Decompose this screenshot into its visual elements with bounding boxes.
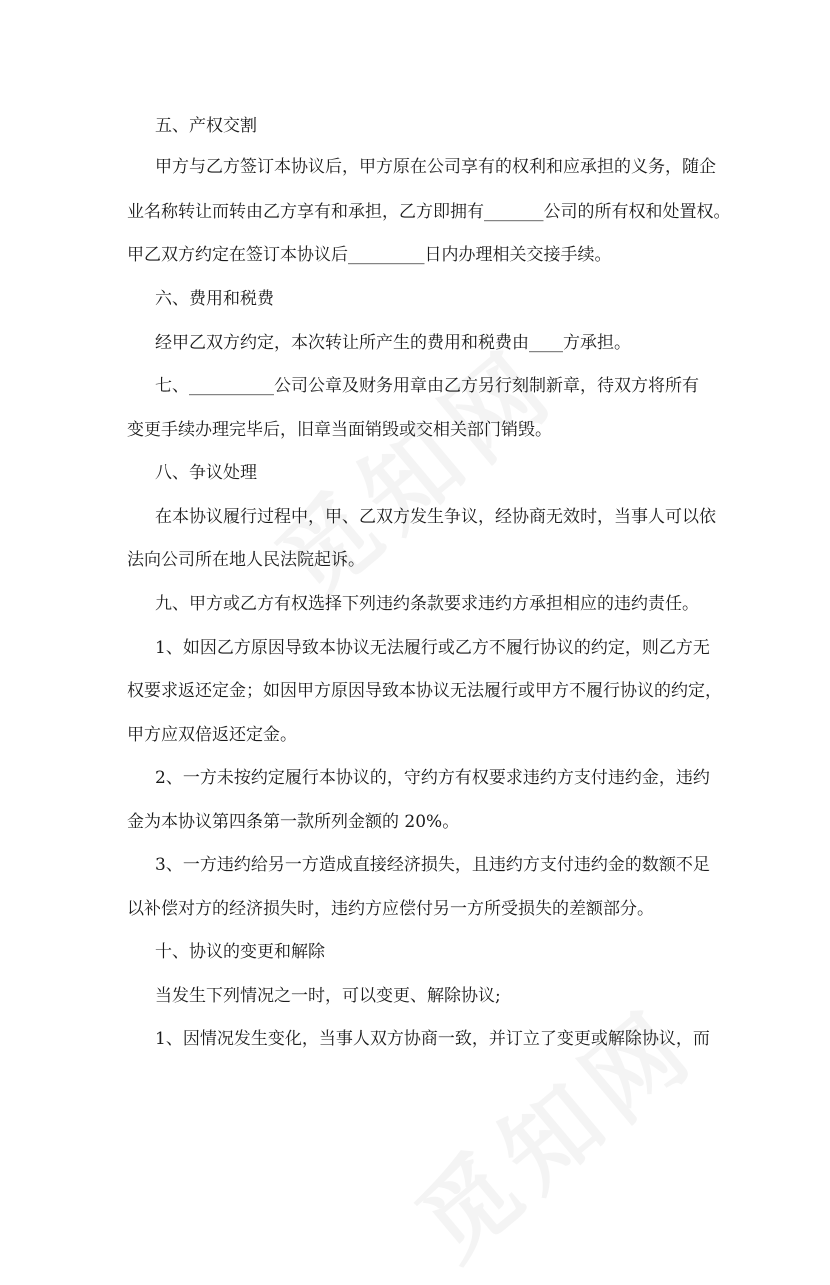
section-heading-8: 八、争议处理 [155, 463, 257, 483]
paragraph-line: 甲乙双方约定在签订本协议后_________日内办理相关交接手续。 [127, 245, 612, 265]
clause-item-1: 1、因情况发生变化，当事人双方协商一致，并订立了变更或解除协议，而 [155, 1029, 710, 1049]
section-heading-6: 六、费用和税费 [155, 289, 274, 309]
section-heading-9: 九、甲方或乙方有权选择下列违约条款要求违约方承担相应的违约责任。 [155, 594, 699, 614]
paragraph-line: 金为本协议第四条第一款所列金额的 20%。 [127, 812, 460, 832]
paragraph-line: 当发生下列情况之一时，可以变更、解除协议; [155, 986, 501, 1006]
section-heading-7: 七、__________公司公章及财务用章由乙方另行刻制新章，待双方将所有 [155, 376, 699, 396]
section-heading-5: 五、产权交割 [155, 116, 257, 136]
clause-item-2: 2、一方未按约定履行本协议的，守约方有权要求违约方支付违约金，违约 [155, 768, 710, 788]
paragraph-line: 权要求返还定金；如因甲方原因导致本协议无法履行或甲方不履行协议的约定， [127, 681, 722, 701]
paragraph-line: 以补偿对方的经济损失时，违约方应偿付另一方所受损失的差额部分。 [127, 899, 654, 919]
paragraph-line: 法向公司所在地人民法院起诉。 [127, 550, 365, 570]
section-heading-10: 十、协议的变更和解除 [155, 942, 325, 962]
paragraph-line: 在本协议履行过程中，甲、乙双方发生争议，经协商无效时，当事人可以依 [155, 507, 716, 527]
watermark-mark [244, 312, 580, 625]
paragraph-line: 甲方与乙方签订本协议后，甲方原在公司享有的权利和应承担的义务，随企 [155, 157, 716, 177]
paragraph-line: 业名称转让而转由乙方享有和承担，乙方即拥有_______公司的所有权和处置权。 [127, 202, 731, 222]
watermark-mark [384, 972, 720, 1285]
clause-item-1: 1、如因乙方原因导致本协议无法履行或乙方不履行协议的约定，则乙方无 [155, 638, 710, 658]
paragraph-line: 经甲乙双方约定，本次转让所产生的费用和税费由____方承担。 [155, 333, 631, 353]
paragraph-line: 变更手续办理完毕后，旧章当面销毁或交相关部门销毁。 [127, 420, 552, 440]
clause-item-3: 3、一方违约给另一方造成直接经济损失，且违约方支付违约金的数额不足 [155, 855, 710, 875]
paragraph-line: 甲方应双倍返还定金。 [127, 725, 297, 745]
